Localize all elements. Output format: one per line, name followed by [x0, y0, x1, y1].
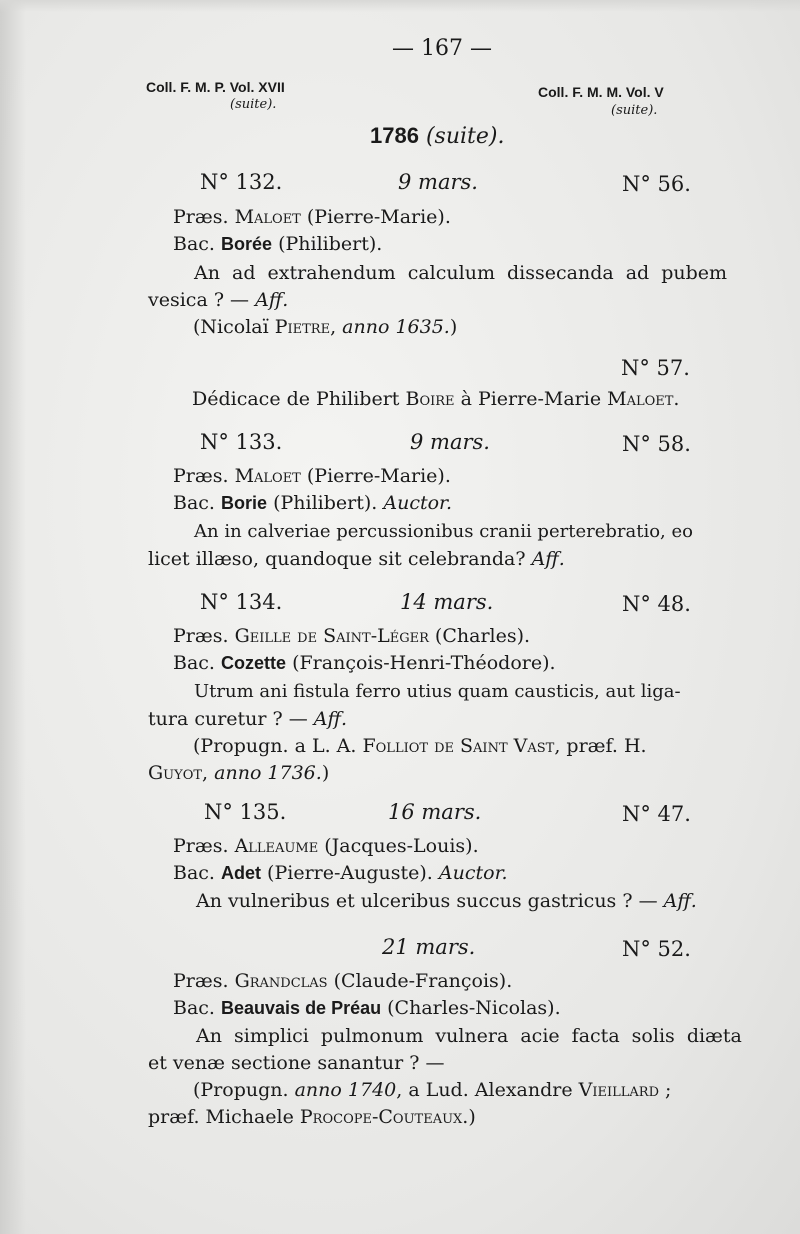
- praeses-line: Præs. Maloet (Pierre-Marie).: [173, 206, 451, 228]
- header-right-title: Coll. F. M. M. Vol. V: [538, 84, 664, 100]
- bachelor-name: Cozette: [221, 653, 287, 673]
- entry-date: 21 mars.: [382, 935, 476, 959]
- entry-number: N° 134.: [200, 590, 283, 614]
- entry-date: 9 mars.: [410, 430, 490, 454]
- entry-date: 16 mars.: [388, 800, 482, 824]
- praeses-line: Præs. Alleaume (Jacques-Louis).: [173, 835, 479, 857]
- year-heading: [370, 123, 504, 149]
- praeses-name: Geille de Saint-Léger: [234, 625, 429, 647]
- note-line-1: (Propugn. a L. A. Folliot de Saint Vast, præf. H.: [193, 735, 647, 757]
- year: 1786: [370, 123, 419, 148]
- note-line-2: præf. Michaele Procope-Couteaux.): [148, 1106, 476, 1128]
- bachelor-line: Bac. Adet (Pierre-Auguste). Auctor.: [173, 862, 508, 884]
- question-line-1: An in calveriae percussionibus cranii perterebratio, eo: [194, 521, 693, 542]
- page-number: — 167 —: [392, 36, 492, 61]
- entry-number-right: N° 57.: [621, 356, 690, 380]
- entry-number: N° 133.: [200, 430, 283, 454]
- entry-number-right: N° 48.: [622, 592, 691, 616]
- header-left-suite: (suite).: [230, 97, 277, 112]
- entry-number-right: N° 52.: [622, 937, 691, 961]
- bachelor-name: Beauvais de Préau: [221, 998, 382, 1018]
- question-line-2: licet illæso, quandoque sit celebranda? Aff.: [148, 548, 565, 570]
- praeses-name: Maloet: [234, 206, 301, 228]
- question-line-2: vesica ? — Aff.: [148, 289, 289, 311]
- question-line-1: An ad extrahendum calculum dissecanda ad pubem: [194, 262, 728, 284]
- entry-number: N° 132.: [200, 170, 283, 194]
- note-line-2: Guyot, anno 1736.): [148, 762, 330, 784]
- question-line-2: tura curetur ? — Aff.: [148, 708, 348, 730]
- question-line-1: An vulneribus et ulceribus succus gastricus ? — Aff.: [196, 890, 697, 912]
- bachelor-line: Bac. Beauvais de Préau (Charles-Nicolas).: [173, 997, 561, 1019]
- entry-number: N° 135.: [204, 800, 287, 824]
- entry-number-right: N° 56.: [622, 172, 691, 196]
- praeses-name: Maloet: [234, 465, 301, 487]
- page-top-shadow: [0, 0, 800, 12]
- note-line-1: (Propugn. anno 1740, a Lud. Alexandre Vieillard ;: [193, 1079, 672, 1101]
- bachelor-line: Bac. Cozette (François-Henri-Théodore).: [173, 652, 556, 674]
- question-line-1: Utrum ani fistula ferro utius quam causticis, aut liga-: [194, 681, 681, 702]
- praeses-line: Præs. Grandclas (Claude-François).: [173, 970, 513, 992]
- bachelor-name: Adet: [221, 863, 262, 883]
- praeses-name: Grandclas: [234, 970, 328, 992]
- question-line-2: et venæ sectione sanantur ? —: [148, 1052, 445, 1074]
- page-edge-shadow: [0, 0, 26, 1234]
- bachelor-name: Borie: [221, 493, 268, 513]
- entry-number-right: N° 58.: [622, 432, 691, 456]
- entry-date: 9 mars.: [398, 170, 478, 194]
- year-suite: (suite).: [425, 124, 505, 149]
- note-line: (Nicolaï Pietre, anno 1635.): [193, 316, 458, 338]
- dedication-line: Dédicace de Philibert Boire à Pierre-Marie Maloet.: [192, 388, 680, 410]
- bachelor-line: Bac. Borie (Philibert). Auctor.: [173, 492, 453, 514]
- praeses-line: Præs. Maloet (Pierre-Marie).: [173, 465, 451, 487]
- question-line-1: An simplici pulmonum vulnera acie facta solis diæta: [196, 1025, 742, 1047]
- bachelor-name: Borée: [221, 234, 273, 254]
- bachelor-line: Bac. Borée (Philibert).: [173, 233, 383, 255]
- header-right-suite: (suite).: [611, 103, 658, 118]
- header-left-title: Coll. F. M. P. Vol. XVII: [146, 79, 285, 95]
- praeses-line: Præs. Geille de Saint-Léger (Charles).: [173, 625, 531, 647]
- entry-date: 14 mars.: [400, 590, 494, 614]
- entry-number-right: N° 47.: [622, 802, 691, 826]
- praeses-name: Alleaume: [234, 835, 319, 857]
